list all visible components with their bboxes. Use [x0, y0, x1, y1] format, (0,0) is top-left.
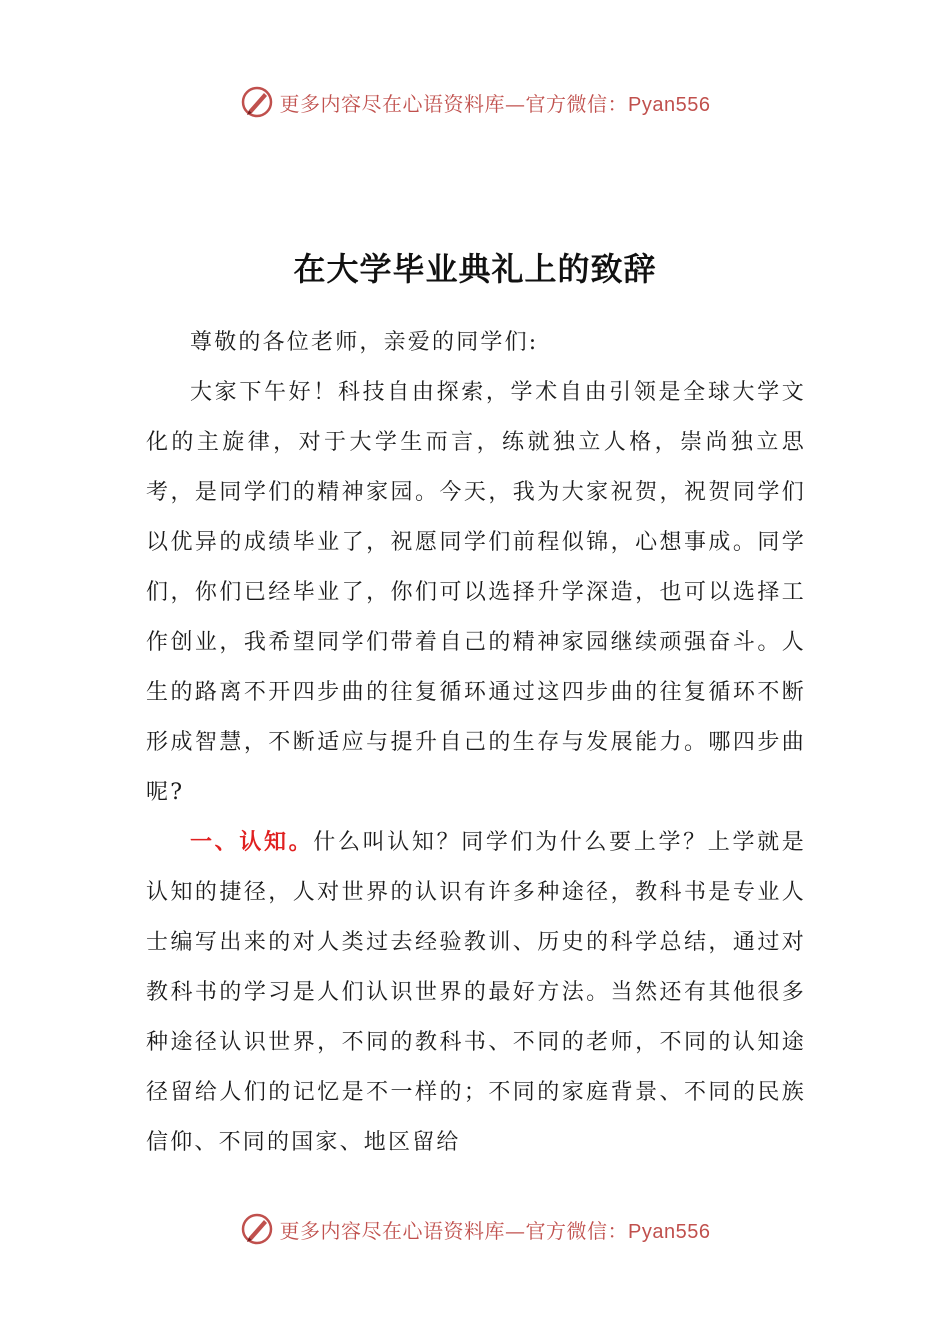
document-title: 在大学毕业典礼上的致辞 — [293, 250, 657, 288]
footer-banner — [0, 1209, 950, 1249]
header-banner — [0, 82, 950, 122]
section-1-heading: 一、认知。 — [190, 830, 314, 855]
document-body — [146, 318, 806, 1168]
banner-wechat-id: Pyan556 — [628, 93, 711, 116]
pen-logo-icon — [240, 1212, 274, 1246]
paragraph-section-1 — [146, 818, 806, 1168]
banner-text — [280, 88, 711, 117]
banner-label: 更多内容尽在心语资料库—官方微信： — [279, 91, 629, 116]
salutation: 尊敬的各位老师，亲爱的同学们: — [190, 330, 539, 355]
banner-text — [280, 1215, 711, 1244]
section-1-text: 什么叫认知？同学们为什么要上学？上学就是认知的捷径，人对世界的认识有许多种途径，教科书是专业人士编写出来的对人类过去经验教训、历史的科学总结，通过对教科书的学习是人们认识世界的最好方法。当然还有其他很多种途径认识世界，不同的教科书、不同的老师，不同的认知途径留给人们的记忆是不一样的；不同的家庭背景、不同的民族信仰、不同的国家、地区留给 — [146, 830, 806, 1155]
pen-logo-icon — [240, 85, 274, 119]
banner-label: 更多内容尽在心语资料库—官方微信： — [279, 1218, 629, 1243]
paragraph-intro: 大家下午好！科技自由探索，学术自由引领是全球大学文化的主旋律，对于大学生而言，练就独立人格，崇尚独立思考，是同学们的精神家园。今天，我为大家祝贺，祝贺同学们以优异的成绩毕业了，祝愿同学们前程似锦，心想事成。同学们，你们已经毕业了，你们可以选择升学深造，也可以选择工作创业，我希望同学们带着自己的精神家园继续顽强奋斗。人生的路离不开四步曲的往复循环通过这四步曲的往复循环不断形成智慧，不断适应与提升自己的生存与发展能力。哪四步曲呢? — [146, 380, 806, 805]
banner-wechat-id: Pyan556 — [628, 1220, 711, 1243]
